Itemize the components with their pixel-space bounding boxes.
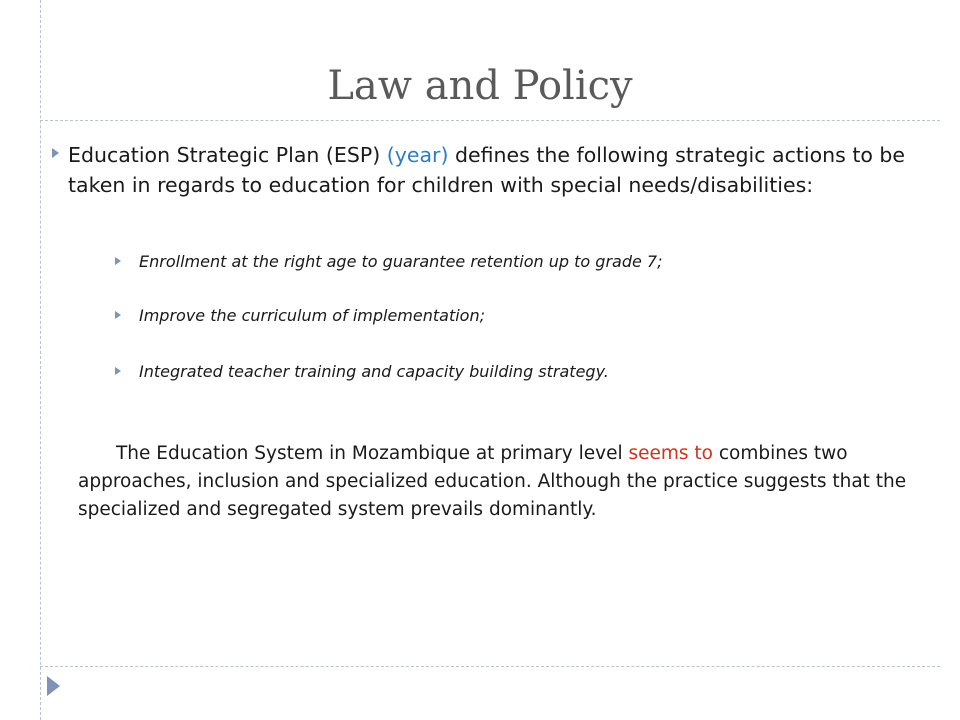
main-bullet-text-1: Education Strategic Plan (ESP) — [68, 143, 387, 167]
paragraph-text-1: The Education System in Mozambique at primary level — [116, 443, 629, 464]
paragraph-highlight: seems to — [628, 443, 713, 464]
main-bullet-text-2: defines the following strategic actions to be taken in regards to education for children with special needs/disabilities: — [68, 143, 906, 197]
main-bullet-highlight: (year) — [386, 143, 449, 167]
bullet-triangle-icon — [115, 367, 121, 375]
sub-bullet-3 — [115, 361, 915, 383]
sub-bullet-2 — [115, 305, 915, 327]
paragraph-text-2: combines two approaches, inclusion and specialized education. Although the practice suggests that the specialized and segregated system prevails dominantly. — [78, 443, 907, 520]
corner-triangle-icon — [47, 676, 60, 696]
bullet-triangle-icon — [52, 148, 59, 158]
sub-bullet-1 — [115, 251, 915, 273]
body-paragraph — [78, 440, 908, 524]
sub-bullet-text: Improve the curriculum of implementation; — [139, 306, 485, 325]
slide-title: Law and Policy — [327, 63, 633, 109]
sub-bullet-text: Integrated teacher training and capacity building strategy. — [139, 362, 609, 381]
sub-bullet-text: Enrollment at the right age to guarantee retention up to grade 7; — [139, 252, 663, 271]
main-bullet — [52, 140, 912, 200]
footer-divider — [40, 666, 940, 667]
left-guide-line — [40, 0, 41, 720]
title-divider — [40, 120, 940, 121]
bullet-triangle-icon — [115, 257, 121, 265]
main-bullet-text — [68, 140, 912, 200]
bullet-triangle-icon — [115, 311, 121, 319]
